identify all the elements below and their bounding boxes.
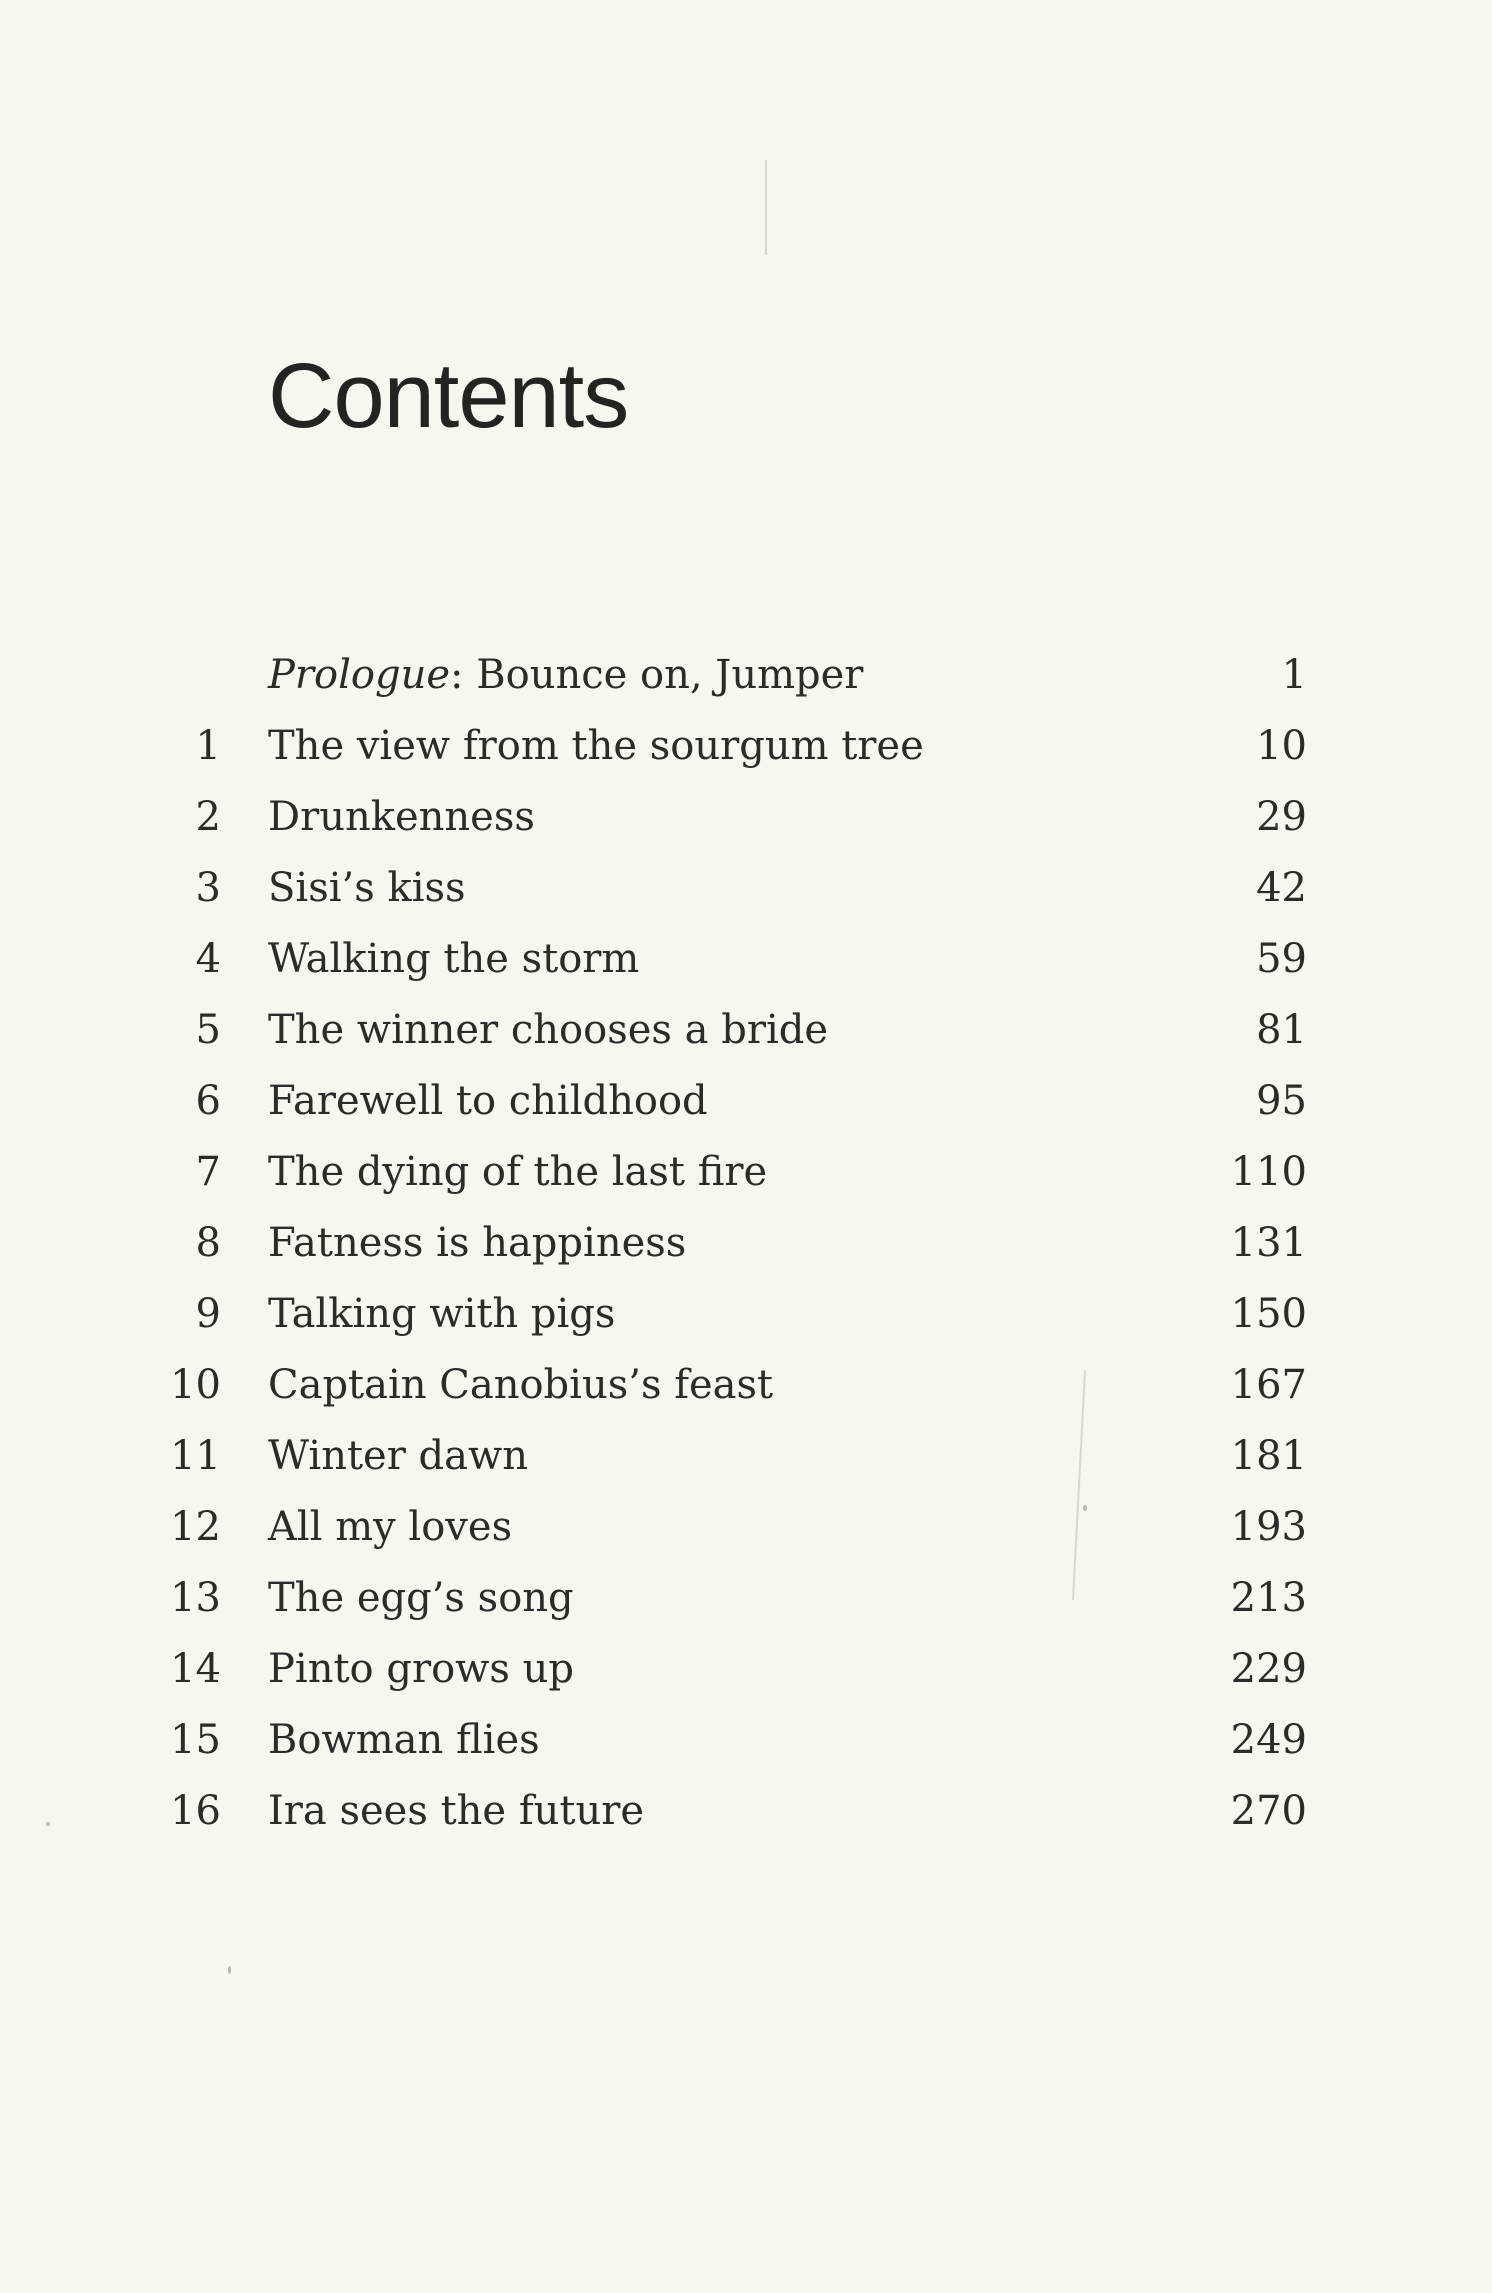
- toc-entry: [0, 1350, 1492, 1421]
- toc-page-number: 150: [1230, 1291, 1307, 1337]
- toc-entry: [0, 1137, 1492, 1208]
- chapter-title: Drunkenness: [268, 794, 535, 840]
- chapter-title: Fatness is happiness: [268, 1220, 687, 1266]
- toc-entry: [0, 924, 1492, 995]
- toc-page-number: 270: [1230, 1788, 1307, 1834]
- chapter-number: 5: [195, 1007, 221, 1053]
- chapter-title: Ira sees the future: [268, 1788, 645, 1834]
- toc-entry: [0, 1279, 1492, 1350]
- chapter-title: The view from the sourgum tree: [268, 723, 924, 769]
- prologue-title: Bounce on, Jumper: [463, 652, 864, 698]
- chapter-number: 1: [195, 723, 221, 769]
- chapter-number: 6: [195, 1078, 221, 1124]
- chapter-number: 7: [195, 1149, 221, 1195]
- prologue-label: Prologue: [268, 652, 451, 698]
- chapter-title: Bowman flies: [268, 1717, 540, 1763]
- chapter-number: 12: [170, 1504, 221, 1550]
- toc-page-number: 193: [1230, 1504, 1307, 1550]
- scan-speck: [228, 1966, 231, 1974]
- toc-page-number: 42: [1256, 865, 1307, 911]
- chapter-title: Captain Canobius’s feast: [268, 1362, 774, 1408]
- toc-page-number: 213: [1230, 1575, 1307, 1621]
- chapter-number: 11: [170, 1433, 221, 1479]
- chapter-title: Talking with pigs: [268, 1291, 616, 1337]
- toc-entry: [0, 853, 1492, 924]
- toc-entry: [0, 1421, 1492, 1492]
- chapter-title: The winner chooses a bride: [268, 1007, 829, 1053]
- toc-page-number: 59: [1256, 936, 1307, 982]
- toc-page-number: 110: [1230, 1149, 1307, 1195]
- toc-entry: [0, 1634, 1492, 1705]
- chapter-number: 9: [195, 1291, 221, 1337]
- toc-entry: [0, 1208, 1492, 1279]
- chapter-title: The egg’s song: [268, 1575, 574, 1621]
- toc-entry: [0, 1066, 1492, 1137]
- toc-entry: [0, 711, 1492, 782]
- chapter-number: 16: [170, 1788, 221, 1834]
- toc-page-number: 81: [1256, 1007, 1307, 1053]
- toc-entry: [0, 1492, 1492, 1563]
- chapter-title: Farewell to childhood: [268, 1078, 708, 1124]
- toc-page-number: 95: [1256, 1078, 1307, 1124]
- chapter-number: 8: [195, 1220, 221, 1266]
- chapter-number: 14: [170, 1646, 221, 1692]
- toc-entry: [0, 1776, 1492, 1847]
- toc-page-number: 181: [1230, 1433, 1307, 1479]
- chapter-title: All my loves: [268, 1504, 513, 1550]
- chapter-number: 2: [195, 794, 221, 840]
- chapter-title: Pinto grows up: [268, 1646, 574, 1692]
- chapter-title: Sisi’s kiss: [268, 865, 466, 911]
- chapter-number: 13: [170, 1575, 221, 1621]
- toc-entry-title: [268, 640, 863, 711]
- chapter-title: Winter dawn: [268, 1433, 528, 1479]
- scan-mark: [765, 160, 767, 255]
- toc-page-number: 167: [1230, 1362, 1307, 1408]
- chapter-number: 10: [170, 1362, 221, 1408]
- toc-page-number: 29: [1256, 794, 1307, 840]
- chapter-title: The dying of the last fire: [268, 1149, 768, 1195]
- toc-entry: [0, 1705, 1492, 1776]
- toc-page-number: 229: [1230, 1646, 1307, 1692]
- toc-entry: [0, 1563, 1492, 1634]
- toc-page-number: 249: [1230, 1717, 1307, 1763]
- chapter-number: 4: [195, 936, 221, 982]
- chapter-number: 3: [195, 865, 221, 911]
- toc-entry: [0, 782, 1492, 853]
- prologue-separator: :: [450, 652, 464, 698]
- chapter-title: Walking the storm: [268, 936, 640, 982]
- toc-entry-prologue: [0, 640, 1492, 711]
- toc-page-number: 1: [1281, 652, 1307, 698]
- toc-page-number: 131: [1230, 1220, 1307, 1266]
- toc-page-number: 10: [1256, 723, 1307, 769]
- page-title: Contents: [268, 345, 629, 447]
- toc-entry: [0, 995, 1492, 1066]
- chapter-number: 15: [170, 1717, 221, 1763]
